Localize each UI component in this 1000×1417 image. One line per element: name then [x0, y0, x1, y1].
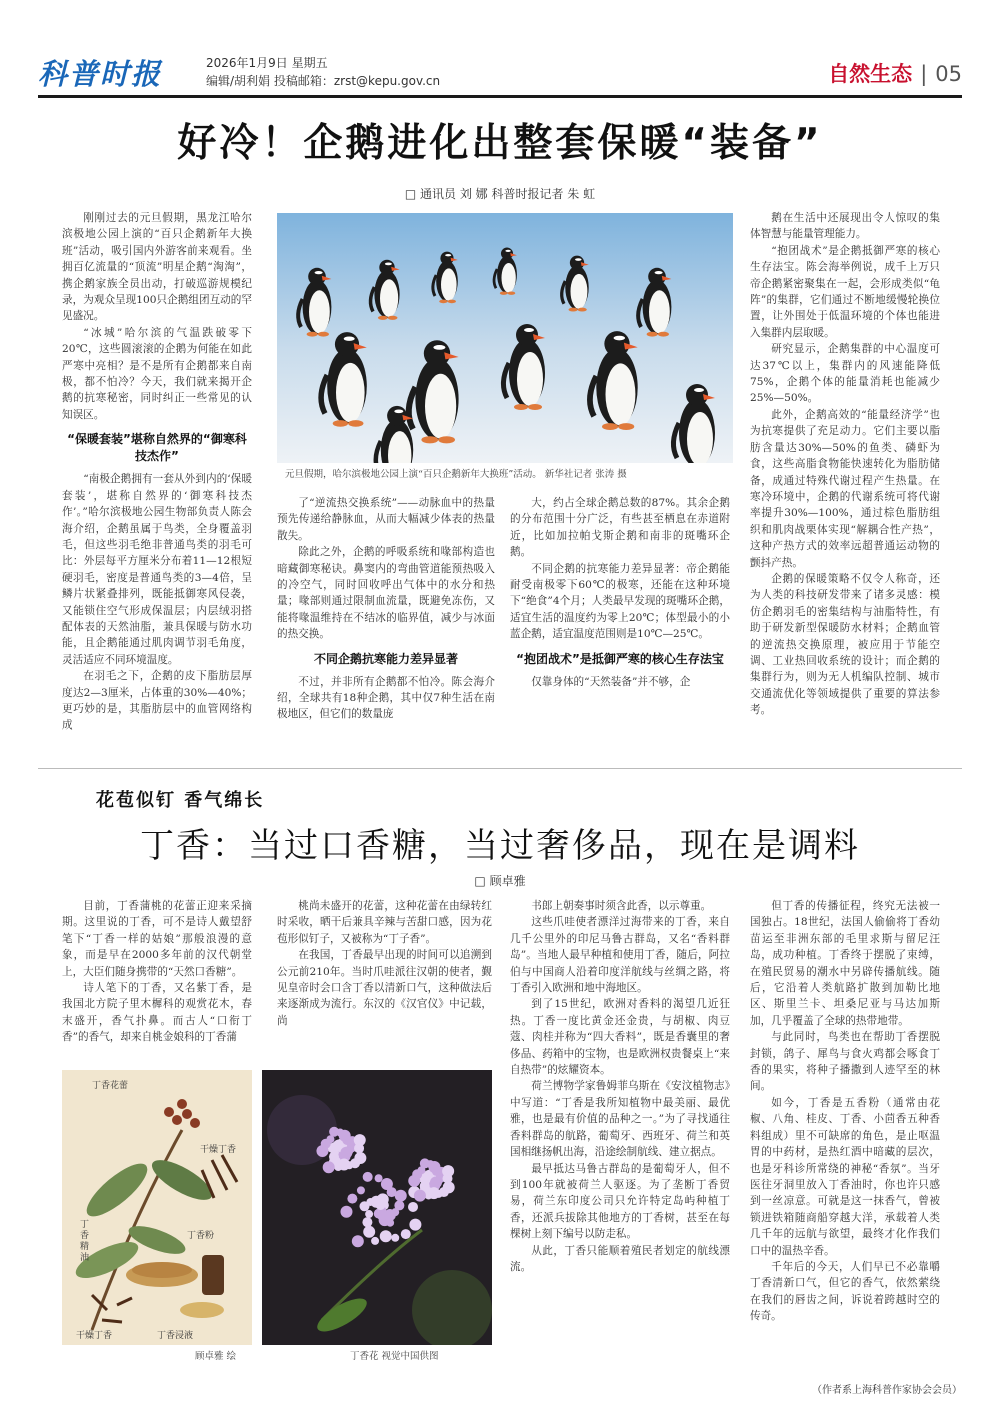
illustration-caption: 顾卓雅 绘	[195, 1351, 237, 1362]
paragraph: 桃尚未盛开的花蕾，这种花蕾在由绿转红时采收，晒干后兼具辛辣与苦甜口感，因为花苞形似钉子，又被称为“丁子香”。	[277, 900, 492, 945]
lilac-blossom	[340, 1147, 352, 1159]
article1-subhead-3: “抱团战术”是抵御严寒的核心生存法宝	[516, 651, 724, 666]
lilac-blossom	[362, 1217, 372, 1227]
article1-col4-text	[750, 210, 940, 719]
label-clove-soak: 丁香浸液	[157, 1331, 194, 1341]
lilac-blossom	[432, 1166, 442, 1176]
lilac-blossom	[417, 1166, 425, 1174]
lilac-blossom	[375, 1174, 383, 1182]
newspaper-logo: 科普时报	[38, 57, 163, 91]
paragraph: 研究显示，企鹅集群的中心温度可达37℃以上，集群内的风速能降低75%，企鹅个体的能量消耗也能减少25%—50%。	[750, 343, 940, 405]
article2-col2-text	[277, 898, 492, 1029]
paragraph: 如今，丁香是五香粉（通常由花椒、八角、桂皮、丁香、小茴香五种香料组成）里不可缺席的角色，是止呕温胃的中药材，是热红酒中暗藏的层次，也是牙科诊所常绕的神秘“香氛”。当牙医往牙洞里放入丁香油时，你也许只感到一丝凉意。可就是这一抹香气，曾被锁进铁箱随商船穿越大洋，承载着人类几千年的远航与欲望，最终才化作我们口中的温热辛香。	[750, 1096, 940, 1257]
article1-col2-text	[277, 495, 495, 643]
article1-headline: 好冷！企鹅进化出整套保暖“装备”	[177, 121, 823, 166]
penguin-photo-graphic	[277, 213, 733, 463]
paragraph: 与此同时，鸟类也在帮助丁香摆脱封锁，鸽子、犀鸟与食火鸡都会啄食丁香的果实，将种子播撒到人迹罕至的林间。	[750, 1031, 940, 1093]
article2-column-4	[750, 898, 940, 1376]
section-label	[828, 58, 962, 88]
lilac-blossom	[428, 1187, 440, 1199]
paragraph: 千年后的今天，人们早已不必靠嚼丁香清新口气，但它的香气，依然萦绕在我们的唇齿之间，诉说着跨越时空的传奇。	[750, 1260, 940, 1323]
label-clove-bud: 丁香花蕾	[92, 1081, 129, 1091]
section-divider: |	[920, 62, 928, 86]
lilac-blossom	[342, 1135, 352, 1145]
lilac-blossom	[430, 1176, 442, 1188]
paragraph: 书郎上朝奏事时须含此香，以示尊重。	[531, 900, 712, 912]
article1-col1b-text	[62, 471, 252, 734]
article1-column-4	[750, 210, 940, 740]
clove-illustration	[62, 1070, 252, 1345]
article2-col4-text	[750, 898, 940, 1325]
paragraph: 在我国，丁香最早出现的时间可以追溯到公元前210年。当时爪哇派往汉朝的使者，觐见皇帝时会口含丁香以清新口气，这种做法后来逐渐成为流行。东汉的《汉官仪》中记载，尚	[277, 949, 492, 1027]
paragraph: 在羽毛之下，企鹅的皮下脂肪层厚度达2—3厘米，占体重的30%—40%；更巧妙的是，其脂肪层中的血管网络构成	[62, 670, 252, 732]
lilac-blossom	[363, 1226, 375, 1238]
paragraph: 刚刚过去的元旦假期，黑龙江哈尔滨极地公园上演的“百只企鹅新年大换班”活动，吸引国内外游客前来观看。坐拥百亿流量的“顶流”明星企鹅“淘淘”，携企鹅家族全员出动，打破巡游规模纪录，为观众呈现100只企鹅组团互动的罕见盛况。	[62, 212, 252, 323]
article2-col3-text	[510, 898, 730, 1275]
lilac-blossom	[354, 1143, 364, 1153]
lilac-blossom	[347, 1194, 357, 1204]
paragraph: 不同企鹅的抗寒能力差异显著：帝企鹅能耐受南极零下60℃的极寒，还能在这种环境下“绝食”4个月；人类最早发现的斑嘴环企鹅，适宜生活的温度约为零上20℃；体型最小的小蓝企鹅，适宜温度范围则是10℃—25℃。	[510, 562, 730, 641]
lilac-blossom	[443, 1173, 453, 1183]
clove-illustration-graphic	[62, 1070, 252, 1345]
lilac-blossom	[365, 1210, 373, 1218]
lilac-blossom	[409, 1219, 421, 1231]
lilac-blossom	[338, 1158, 350, 1170]
lilac-photo	[262, 1070, 492, 1345]
article1-subhead-1: “保暖套装”堪称自然界的“御寒科技杰作”	[67, 432, 247, 464]
lilac-blossom	[408, 1202, 418, 1212]
paragraph: 除此之外，企鹅的呼吸系统和喙部构造也暗藏御寒秘诀。鼻窦内的弯曲管道能预热吸入的冷空气，同时回收呼出气体中的水分和热量；喙部则通过限制血流量，既避免冻伤，又能将喙温维持在不结冰的临界值，减少与冰面的热交换。	[277, 546, 495, 641]
lilac-blossom	[352, 1235, 364, 1247]
article1-byline: □ 通讯员 刘 娜 科普时报记者 朱 虹	[404, 187, 596, 201]
article2-kicker: 花苞似钉 香气绵长	[96, 790, 265, 811]
lilac-blossom	[357, 1186, 365, 1194]
article1-col2b-text	[277, 674, 495, 723]
page-number: 05	[935, 62, 962, 86]
article2-column-2	[277, 898, 492, 1063]
paragraph: “冰城”哈尔滨的气温跌破零下20℃，这些圆滚滚的企鹅为何能在如此严寒中亮相？是不是所有企鹅都来自南极，都不怕冷？今天，我们就来揭开企鹅的抗寒秘密，同时纠正一些常见的认知误区。	[62, 326, 252, 421]
lilac-blossom	[391, 1234, 399, 1242]
editor-email: 编辑/胡利娟 投稿邮箱：zrst@kepu.gov.cn	[206, 74, 441, 88]
paragraph: 到了15世纪，欧洲对香料的渴望几近狂热。丁香一度比黄金还金贵，与胡椒、肉豆蔻、肉桂并称为“四大香料”，既是香囊里的奢侈品、药箱中的宝物，也是欧洲权贵餐桌上“来自热带”的炫耀资本。	[510, 998, 730, 1077]
article1-col1-text	[62, 210, 252, 423]
paragraph: 仅靠身体的“天然装备”并不够，企	[531, 675, 691, 688]
header-rule	[38, 95, 962, 98]
paragraph: 最早抵达马鲁古群岛的是葡萄牙人，但不到100年就被荷兰人驱逐。为了垄断丁香贸易，荷兰东印度公司只允许特定岛屿种植丁香，还派兵拔除其他地方的丁香树，甚至在每棵树上刻下编号以防走私。	[510, 1162, 730, 1241]
label-clove-powder: 丁香粉	[187, 1231, 215, 1241]
article1-col3-text	[510, 495, 730, 643]
label-dried-clove-2: 干燥丁香	[76, 1331, 113, 1341]
paragraph: 目前，丁香蒲桃的花蕾正迎来采摘期。这里说的丁香，可不是诗人戴望舒笔下“丁香一样的姑娘”那般浪漫的意象，而是早在2000多年前的汉代朝堂上，大臣们随身携带的“天然口香糖”。	[62, 900, 252, 978]
article2-byline: □ 顾卓雅	[474, 874, 526, 888]
author-note: （作者系上海科普作家协会会员）	[812, 1385, 962, 1396]
lilac-photo-caption: 丁香花 视觉中国供图	[350, 1351, 439, 1362]
paragraph: 但丁香的传播征程，终究无法被一国独占。18世纪，法国人偷偷将丁香幼苗运至非洲东部的毛里求斯与留尼汪岛，成功种植。丁香终于摆脱了束缚，在殖民贸易的潮水中另辟传播航线。随后，它沿着人类航路扩散到加勒比地区、斯里兰卡、坦桑尼亚与马达加斯加，几乎覆盖了全球的热带地带。	[750, 900, 940, 1027]
lilac-blossom	[384, 1209, 396, 1221]
article2-col1-text	[62, 898, 252, 1046]
header-info	[206, 54, 440, 90]
lilac-blossom	[422, 1178, 430, 1186]
article1-column-1	[62, 210, 252, 730]
lilac-blossom	[363, 1172, 373, 1182]
paragraph: 诗人笔下的丁香，又名紫丁香，是我国北方院子里木樨科的观赏花木，春末盛开，香气扑鼻。而古人“口衔丁香”的香气，却来自桃金娘科的丁香蒲	[62, 982, 252, 1044]
paragraph: 了“逆流热交换系统”——动脉血中的热量预先传递给静脉血，从而大幅减少体表的热量散失。	[277, 497, 495, 542]
paragraph: 这些爪哇使者漂洋过海带来的丁香，来自几千公里外的印尼马鲁古群岛，又名“香料群岛”。当地人最早种植和使用丁香，随后，阿拉伯与中国商人沿着印度洋航线与丝绸之路，将丁香引入欧洲和地中海地区。	[510, 916, 730, 995]
paragraph: 此外，企鹅高效的“能量经济学”也为抗寒提供了充足动力。它们主要以脂肪含量达30%—50%的鱼类、磷虾为食，这些高脂食物能快速转化为脂肪储备，成通过特殊代谢过程产生热量。在寒冷环境中，企鹅的代谢系统可将代谢率提升30%—100%，通过棕色脂肪组织和肌肉战栗体实现“解耦合性产热”，这种产热方式的效率远超普通运动物的颤抖产热。	[750, 408, 940, 569]
page-header	[38, 48, 962, 94]
lilac-blossom	[371, 1237, 379, 1245]
article1-col3b-text	[510, 674, 730, 690]
paragraph: 从此，丁香只能顺着殖民者划定的航线漂流。	[510, 1244, 730, 1273]
lilac-photo-graphic	[262, 1070, 492, 1345]
paragraph: “南极企鹅拥有一套从外到内的‘保暖套装’，堪称自然界的‘御寒科技杰作’。”哈尔滨极地公园生物部负责人陈会海介绍，企鹅虽属于鸟类，全身覆盖羽毛，但这些羽毛绝非普通鸟类的羽毛可比：外层每平方厘米分布着11—12根短硬羽毛，密度是普通鸟类的3—4倍，呈鳞片状紧叠排列，既能抵御寒风侵袭，又能锁住空气形成保温层；内层绒羽搭配体表的天然油脂，兼具保暖与防水功能，且企鹅能通过肌肉调节羽毛角度，灵活适应不同环境温度。	[62, 473, 252, 666]
article2-column-1	[62, 898, 252, 1063]
paragraph: 大，约占全球企鹅总数的87%。其余企鹅的分布范围十分广泛，有些甚至栖息在赤道附近，比如加拉帕戈斯企鹅和南非的斑嘴环企鹅。	[510, 497, 730, 559]
lilac-blossom	[326, 1135, 334, 1143]
penguin-photo	[277, 213, 733, 463]
article2-column-3	[510, 898, 730, 1368]
lilac-blossom	[414, 1190, 426, 1202]
lilac-blossom	[376, 1200, 386, 1210]
lilac-blossom	[380, 1230, 392, 1242]
article1-column-3	[510, 495, 730, 730]
paragraph: 荷兰博物学家鲁姆菲乌斯在《安汶植物志》中写道：“丁香是我所知植物中最美丽、最优雅，也是最有价值的品种之一。”为了寻找通往香料群岛的航路，葡萄牙、西班牙、荷兰和英国相继扬帆出海，沿途绘制航线、建立据点。	[510, 1080, 730, 1159]
label-dried-clove: 干燥丁香	[200, 1145, 237, 1155]
issue-date: 2026年1月9日 星期五	[206, 56, 328, 70]
lilac-blossom	[323, 1161, 335, 1173]
penguin-photo-caption: 元旦假期，哈尔滨极地公园上演“百只企鹅新年大换班”活动。 新华社记者 张涛 摄	[285, 469, 627, 480]
label-clove-oil: 丁香精油	[80, 1220, 90, 1263]
lilac-blossom	[387, 1187, 397, 1197]
article-separator	[38, 768, 962, 769]
paragraph: “抱团战术”是企鹅抵御严寒的核心生存法宝。陈会海举例说，成千上万只帝企鹅紧密聚集在一起，会形成类似“龟阵”的集群，它们通过不断地缓慢轮换位置，让外围处于低温环境的个体也能进入集群内层取暖。	[750, 244, 940, 339]
article1-column-2	[277, 495, 495, 730]
lilac-blossom	[340, 1206, 352, 1218]
article2-headline: 丁香：当过口香糖，当过奢侈品，现在是调料	[140, 826, 860, 866]
article1-subhead-2: 不同企鹅抗寒能力差异显著	[313, 651, 458, 666]
lilac-blossom	[401, 1229, 411, 1239]
paragraph: 不过，并非所有企鹅都不怕冷。陈会海介绍，全球共有18种企鹅，其中仅7种生活在南极地区，但它们的数量庞	[277, 675, 495, 721]
paragraph: 鹅在生活中还展现出令人惊叹的集体智慧与能量管理能力。	[750, 212, 940, 241]
section-name: 自然生态	[828, 62, 913, 86]
paragraph: 企鹅的保暖策略不仅令人称奇，还为人类的科技研发带来了诸多灵感：模仿企鹅羽毛的密集结构与油脂特性，有助于研发新型保暖防水材料；企鹅血管的逆流热交换原理，被应用于节能空调、工业热回收系统的设计；而企鹅的集群行为，则为无人机编队控制、城市交通流优化等领域提供了重要的算法参考。	[750, 572, 940, 717]
lilac-blossom	[331, 1148, 339, 1156]
